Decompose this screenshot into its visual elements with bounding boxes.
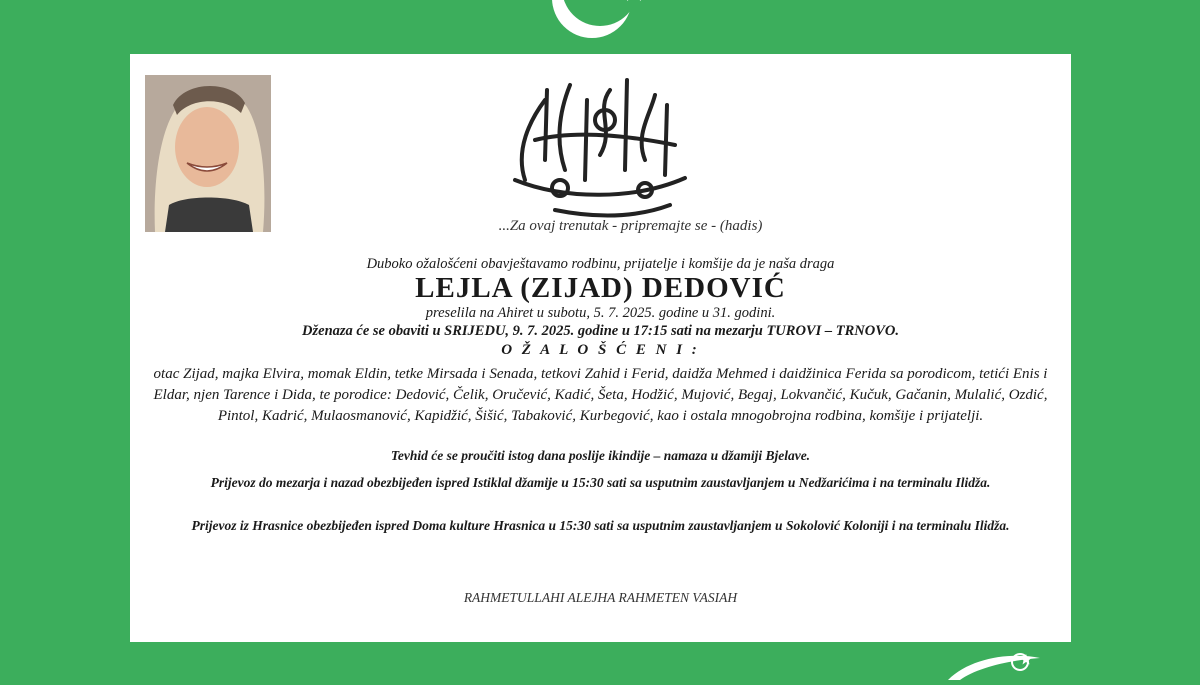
transport-info-istiklal: Prijevoz do mezarja i nazad obezbijeđen ispred Istiklal džamije u 15:30 sati sa usputnim zaustavljanjem u Nedžarićima i na terminalu Ilidža. bbox=[210, 475, 991, 490]
transport-info-hrasnica: Prijevoz iz Hrasnice obezbijeđen ispred Doma kulture Hrasnica u 15:30 sati sa usputnim zaustavljanjem u Sokolović Koloniji i na terminalu Ilidža. bbox=[191, 518, 1010, 533]
portrait-photo bbox=[145, 75, 271, 232]
intro-text: Duboko ožalošćeni obavještavamo rodbinu, prijatelje i komšije da je naša draga bbox=[366, 256, 835, 272]
crescent-star-icon bbox=[530, 0, 670, 50]
closing-prayer: RAHMETULLAHI ALEJHA RAHMETEN VASIAH bbox=[463, 590, 738, 605]
hadis-quote: ...Za ovaj trenutak - pripremajte se - (hadis) bbox=[498, 218, 763, 234]
funeral-info: Dženaza će se obaviti u SRIJEDU, 9. 7. 2025. godine u 17:15 sati na mezarju TUROVI – TRNOVO. bbox=[302, 323, 899, 339]
deceased-name: LEJLA (ZIJAD) DEDOVIĆ bbox=[415, 272, 786, 304]
arabic-calligraphy-icon bbox=[485, 60, 715, 220]
tevhid-info: Tevhid će se proučiti istog dana poslije ikindije – namaza u džamiji Bjelave. bbox=[390, 448, 811, 463]
mourners-heading: O Ž A L O Š Ć E N I : bbox=[501, 342, 700, 358]
mourners-list: otac Zijad, majka Elvira, momak Eldin, tetke Mirsada i Senada, tetkovi Zahid i Ferid, daidža Mehmed i daidžinica Ferida sa porodicom, tetići Enis i Eldar, njen Tarence i Dida, te porodice: Dedović, Čelik, Oručević, Kadić, Šeta, Hodžić, Mujović, Begaj, Lokvančić, Kučuk, Gačanin, Mulalić, Ozdić, Pintol, Kadrić, Mulaosmanović, Kapidžić, Šišić, Tabaković, Kurbegović, kao i ostala mnogobrojna rodbina, komšije i prijatelji. bbox=[153, 366, 1048, 424]
death-date-text: preselila na Ahiret u subotu, 5. 7. 2025. godine u 31. godini. bbox=[425, 305, 776, 321]
crescent-star-icon bbox=[940, 640, 1050, 680]
obituary-card bbox=[130, 54, 1071, 642]
